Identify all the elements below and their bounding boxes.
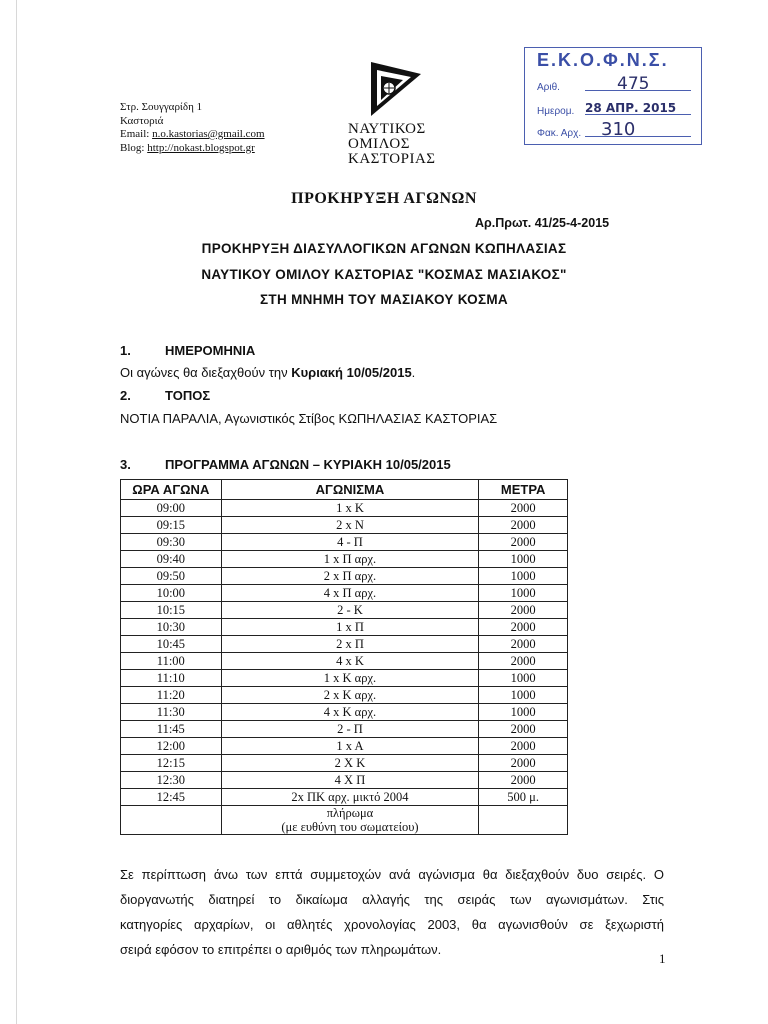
stamp-date-label: Ημερομ. [537,106,575,117]
cell-meters: 1000 [479,670,568,687]
table-row [121,534,568,551]
cell-event: 1 x K [221,500,479,517]
cell-meters: 1000 [479,551,568,568]
cell-meters: 2000 [479,653,568,670]
cell-meters: 2000 [479,772,568,789]
table-row [121,568,568,585]
table-row [121,687,568,704]
table-note-row [121,806,568,835]
section-3-number: 3. [120,457,131,472]
stamp-file: 310 [601,119,636,140]
cell-event: 2x ΠΚ αρχ. μικτό 2004 [221,789,479,806]
cell-event: 4 x K αρχ. [221,704,479,721]
cell-time: 11:10 [121,670,222,687]
cell-time: 12:00 [121,738,222,755]
stamp-number-label: Αριθ. [537,82,560,93]
cell-time: 10:45 [121,636,222,653]
cell-empty [479,806,568,835]
cell-event: 1 x Π αρχ. [221,551,479,568]
closing-paragraph [120,862,664,962]
stamp-number: 475 [617,74,650,94]
cell-meters: 1000 [479,687,568,704]
table-row [121,755,568,772]
cell-time: 11:20 [121,687,222,704]
cell-meters: 500 μ. [479,789,568,806]
cell-meters: 2000 [479,619,568,636]
cell-event: 4 - Π [221,534,479,551]
email-label: Email: [120,128,150,140]
cell-event: 2 x K αρχ. [221,687,479,704]
cell-time: 10:30 [121,619,222,636]
cell-time: 09:50 [121,568,222,585]
table-row [121,517,568,534]
club-name [341,122,451,167]
table-row [121,636,568,653]
cell-time: 11:30 [121,704,222,721]
cell-meters: 1000 [479,704,568,721]
sender-address [120,101,265,155]
table-row [121,704,568,721]
stamp-date: 28 ΑΠΡ. 2015 [585,101,677,115]
club-name-line2: ΟΜΙΛΟΣ [348,136,410,152]
table-row [121,619,568,636]
headline-line3: ΣΤΗ ΜΝΗΜΗ ΤΟΥ ΜΑΣΙΑΚΟΥ ΚΟΣΜΑ [260,292,508,307]
section-1-text [120,365,415,380]
pennant-icon [367,60,425,118]
cell-meters: 1000 [479,568,568,585]
cell-meters: 2000 [479,534,568,551]
header-event: ΑΓΩΝΙΣΜΑ [221,480,479,500]
cell-time: 11:45 [121,721,222,738]
section-1-title: ΗΜΕΡΟΜΗΝΙΑ [165,343,256,358]
stamp-title: Ε.Κ.Ο.Φ.Ν.Σ. [537,50,669,70]
cell-meters: 2000 [479,738,568,755]
cell-event: 2 x Π [221,636,479,653]
cell-event: 4 x K [221,653,479,670]
club-logo [341,60,451,167]
cell-meters: 2000 [479,517,568,534]
cell-event: 2 X K [221,755,479,772]
closing-line3: κατηγορίες αρχαρίων, οι αθλητές χρονολογίας 2003, θα αγωνισθούν σε ξεχωριστή [120,917,664,932]
cell-empty [121,806,222,835]
table-row [121,602,568,619]
section-2-title: ΤΟΠΟΣ [165,388,211,403]
table-row [121,789,568,806]
club-name-line3: ΚΑΣΤΟΡΙΑΣ [348,151,436,167]
email-link[interactable]: n.o.kastorias@gmail.com [152,128,265,140]
city: Καστοριά [120,114,164,127]
blog-row [120,142,265,156]
race-program-table [120,479,568,835]
email-row [120,128,265,142]
table-row [121,653,568,670]
table-row [121,585,568,602]
cell-time: 12:45 [121,789,222,806]
table-row [121,551,568,568]
table-header-row [121,480,568,500]
cell-time: 09:00 [121,500,222,517]
cell-event: 2 - K [221,602,479,619]
date-bold: Κυριακή 10/05/2015 [291,365,412,380]
document-title: ΠΡΟΚΗΡΥΞΗ ΑΓΩΝΩΝ [291,190,477,207]
cell-event: 2 x N [221,517,479,534]
registry-stamp [524,47,702,145]
cell-meters: 2000 [479,602,568,619]
cell-meters: 2000 [479,721,568,738]
cell-time: 09:40 [121,551,222,568]
page-number: 1 [659,951,666,966]
cell-meters: 2000 [479,755,568,772]
blog-link[interactable]: http://nokast.blogspot.gr [147,141,255,154]
street: Στρ. Σουγγαρίδη 1 [120,101,203,113]
closing-line1: Σε περίπτωση άνω των επτά συμμετοχών ανά αγώνισμα θα διεξαχθούν δυο σειρές. Ο [120,867,664,882]
cell-time: 10:00 [121,585,222,602]
table-row [121,500,568,517]
note-line1: πλήρωμα [326,806,374,820]
cell-event: 1 x A [221,738,479,755]
cell-note [221,806,479,835]
cell-time: 12:15 [121,755,222,772]
closing-line4: σειρά εφόσον το επιτρέπει ο αριθμός των πληρωμάτων. [120,942,442,957]
section-1-number: 1. [120,343,131,358]
headline-line2: ΝΑΥΤΙΚΟΥ ΟΜΙΛΟΥ ΚΑΣΤΟΡΙΑΣ "ΚΟΣΜΑΣ ΜΑΣΙΑΚΟΣ" [201,267,567,282]
cell-time: 09:15 [121,517,222,534]
cell-event: 2 x Π αρχ. [221,568,479,585]
table-row [121,772,568,789]
note-line2: (με ευθύνη του σωματείου) [281,820,419,834]
table-row [121,670,568,687]
date-text-end: . [411,365,416,380]
table-row [121,738,568,755]
header-meters: ΜΕΤΡΑ [479,480,568,500]
cell-time: 10:15 [121,602,222,619]
section-2-text: ΝΟΤΙΑ ΠΑΡΑΛΙΑ, Αγωνιστικός Στίβος ΚΩΠΗΛΑΣΙΑΣ ΚΑΣΤΟΡΙΑΣ [120,411,498,426]
cell-time: 11:00 [121,653,222,670]
cell-event: 4 x Π αρχ. [221,585,479,602]
club-name-line1: ΝΑΥΤΙΚΟΣ [348,121,426,137]
cell-event: 4 X Π [221,772,479,789]
section-2-number: 2. [120,388,131,403]
cell-event: 1 x K αρχ. [221,670,479,687]
cell-event: 2 - Π [221,721,479,738]
protocol-number: Αρ.Πρωτ. 41/25-4-2015 [475,216,610,230]
blog-label: Blog: [120,141,145,154]
page-edge [16,0,17,1024]
cell-time: 12:30 [121,772,222,789]
header-time: ΩΡΑ ΑΓΩΝΑ [121,480,222,500]
stamp-file-label: Φακ. Αρχ. [537,128,582,139]
date-text: Οι αγώνες θα διεξαχθούν την [120,365,292,380]
cell-meters: 2000 [479,500,568,517]
cell-event: 1 x Π [221,619,479,636]
cell-time: 09:30 [121,534,222,551]
cell-meters: 2000 [479,636,568,653]
closing-line2: διοργανωτής διατηρεί το δικαίωμα αλλαγής της σειράς των αγωνισμάτων. Στις [120,892,664,907]
section-3-title: ΠΡΟΓΡΑΜΜΑ ΑΓΩΝΩΝ – ΚΥΡΙΑΚΗ 10/05/2015 [165,457,451,472]
headline-line1: ΠΡΟΚΗΡΥΞΗ ΔΙΑΣΥΛΛΟΓΙΚΩΝ ΑΓΩΝΩΝ ΚΩΠΗΛΑΣΙΑΣ [201,241,567,256]
table-row [121,721,568,738]
cell-meters: 1000 [479,585,568,602]
